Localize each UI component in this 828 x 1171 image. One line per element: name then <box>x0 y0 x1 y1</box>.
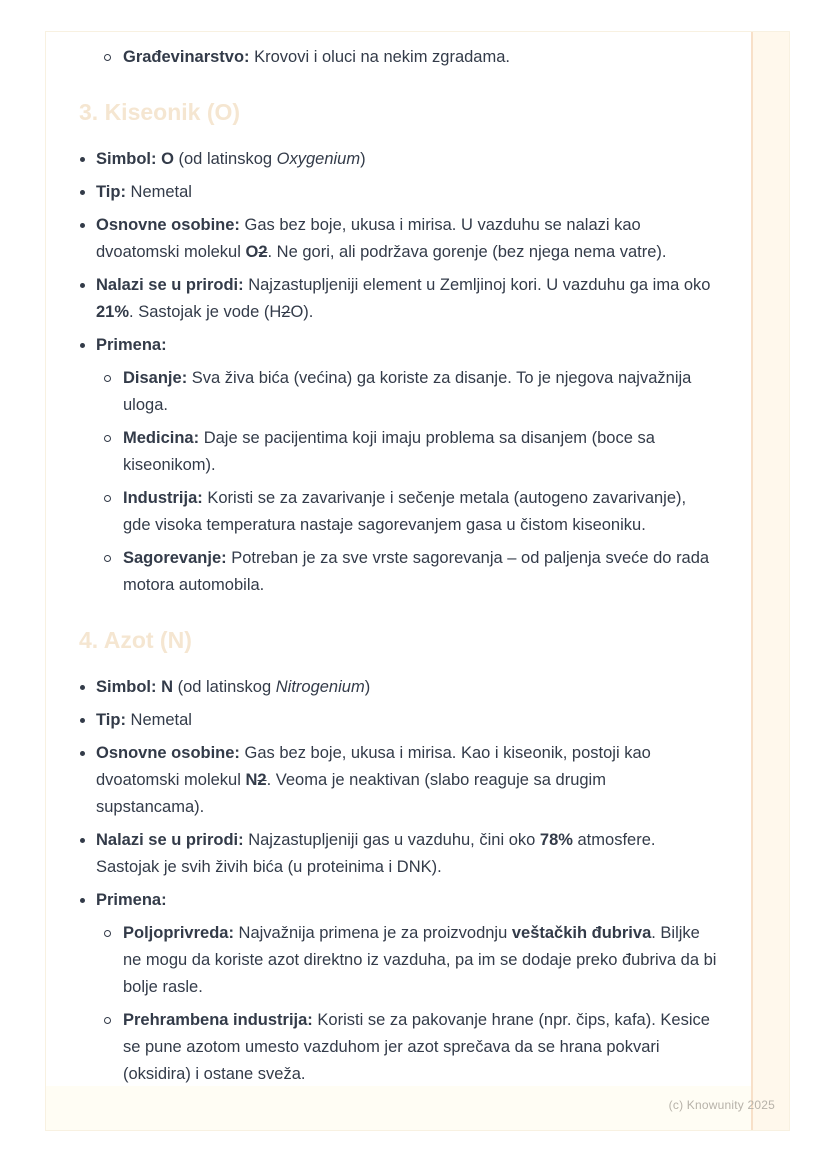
list-item <box>79 179 717 206</box>
text-segment: Primena: <box>96 891 167 909</box>
text-segment: 2 <box>281 303 291 321</box>
text-segment: Potreban je za sve vrste sagorevanja – od paljenja sveće do rada motora automobila. <box>123 549 710 594</box>
bullet-list <box>79 146 717 599</box>
text-segment: Nemetal <box>125 183 192 201</box>
text-segment: Koristi se za pakovanje hrane (npr. čips, kafa). Kesice se pune azotom umesto vazduhom jer azot sprečava da se hrana pokvari (oksidira) i ostane sveža. <box>123 1011 710 1083</box>
text-segment: Nitrogenium <box>275 678 365 696</box>
text-segment: . Biljke ne mogu da koriste azot direktno iz vazduha, pa im se dodaje preko đubriva da bi bolje rasle. <box>123 924 717 996</box>
text-segment: Građevinarstvo: <box>123 48 250 66</box>
list-item <box>103 920 717 1001</box>
text-segment: Najvažnija primena je za proizvodnju <box>233 924 512 942</box>
text-segment: Gas bez boje, ukusa i mirisa. Kao i kiseonik, postoji kao dvoatomski molekul <box>96 744 651 789</box>
text-segment: . Sastojak je vode (H <box>129 303 282 321</box>
list-item <box>103 1007 717 1088</box>
text-segment: Medicina: <box>123 429 200 447</box>
text-segment: Sva živa bića (većina) ga koriste za disanje. To je njegova najvažnija uloga. <box>123 369 692 414</box>
text-segment: Disanje: <box>123 369 188 387</box>
text-segment: Gas bez boje, ukusa i mirisa. U vazduhu se nalazi kao dvoatomski molekul <box>96 216 641 261</box>
list-item <box>79 707 717 734</box>
list-item <box>103 365 717 419</box>
text-segment: ) <box>360 150 366 168</box>
text-segment: . Veoma je neaktivan (slabo reaguje sa drugim supstancama). <box>96 771 606 816</box>
text-segment: 21% <box>96 303 130 321</box>
bullet-list <box>79 44 717 71</box>
section-heading: 4. Azot (N) <box>79 627 192 653</box>
text-segment: Najzastupljeniji gas u vazduhu, čini oko <box>243 831 540 849</box>
document-page <box>45 31 790 1131</box>
text-segment: Osnovne osobine: <box>96 216 240 234</box>
text-segment: O <box>245 243 259 261</box>
list-item <box>79 740 717 821</box>
section-heading: 3. Kiseonik (O) <box>79 99 241 125</box>
text-segment: Tip: <box>96 183 126 201</box>
text-segment: Oxygenium <box>276 150 361 168</box>
text-segment: ) <box>364 678 371 696</box>
text-segment: Krovovi i oluci na nekim zgradama. <box>249 48 510 66</box>
list-item <box>103 425 717 479</box>
text-segment: Osnovne osobine: <box>96 744 240 762</box>
footer-credit: (c) Knowunity 2025 <box>668 1098 775 1112</box>
list-item <box>103 44 717 71</box>
text-segment: (od latinskog <box>173 678 276 696</box>
text-segment: N <box>245 771 258 789</box>
text-segment: (od latinskog <box>173 150 277 168</box>
text-segment: O). <box>290 303 314 321</box>
list-item <box>103 545 717 599</box>
list-item <box>79 827 717 881</box>
list-item <box>79 674 717 701</box>
text-segment: Koristi se za zavarivanje i sečenje metala (autogeno zavarivanje), gde visoka temperatura nastaje sagorevanjem gasa u čistom kiseoniku. <box>123 489 687 534</box>
text-segment: Daje se pacijentima koji imaju problema sa disanjem (boce sa kiseonikom). <box>123 429 655 474</box>
list-item <box>79 887 717 914</box>
text-segment: Nemetal <box>125 711 192 729</box>
text-segment: Simbol: O <box>96 150 174 168</box>
text-segment: 2 <box>258 243 268 261</box>
text-segment: Najzastupljeniji element u Zemljinoj kori. U vazduhu ga ima oko <box>243 276 711 294</box>
bullet-list <box>79 674 717 1088</box>
text-segment: Primena: <box>96 336 167 354</box>
text-segment: Industrija: <box>123 489 203 507</box>
list-item <box>79 212 717 266</box>
text-segment: . Ne gori, ali podržava gorenje (bez njega nema vatre). <box>267 243 667 261</box>
text-segment: Sagorevanje: <box>123 549 227 567</box>
list-item <box>79 332 717 359</box>
text-segment: Poljoprivreda: <box>123 924 234 942</box>
list-item <box>79 146 717 173</box>
list-item <box>103 485 717 539</box>
text-segment: 78% <box>539 831 573 849</box>
text-segment: 2 <box>257 771 267 789</box>
list-item <box>79 272 717 326</box>
text-segment: Simbol: N <box>96 678 173 696</box>
document-body <box>46 32 789 1088</box>
text-segment: veštačkih đubriva <box>511 924 652 942</box>
text-segment: Prehrambena industrija: <box>123 1011 313 1029</box>
text-segment: Tip: <box>96 711 126 729</box>
text-segment: atmosfere. Sastojak je svih živih bića (u proteinima i DNK). <box>96 831 656 876</box>
text-segment: Nalazi se u prirodi: <box>96 276 244 294</box>
text-segment: Nalazi se u prirodi: <box>96 831 244 849</box>
